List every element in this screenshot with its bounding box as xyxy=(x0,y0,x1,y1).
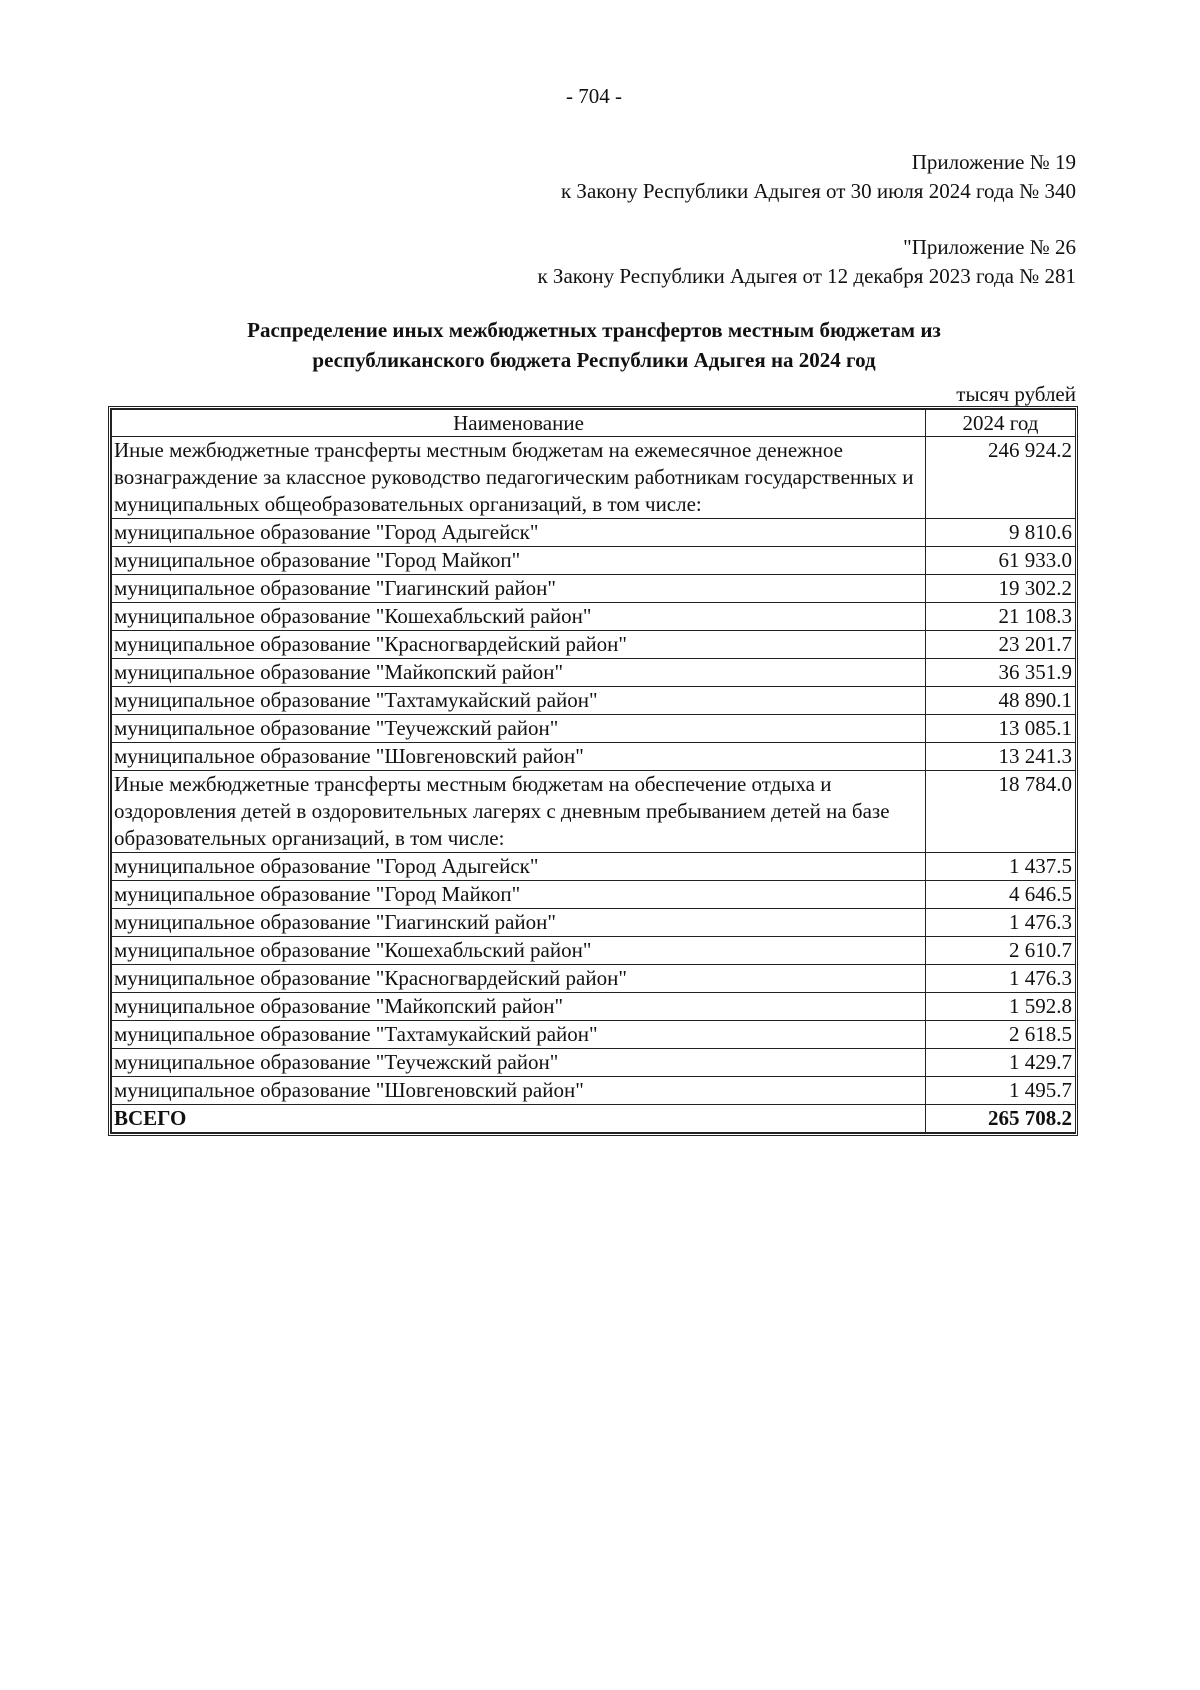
appendix-original-line2: к Закону Республики Адыгея от 12 декабря 2023 года № 281 xyxy=(537,264,1076,288)
row-name: муниципальное образование "Майкопский район" xyxy=(112,993,926,1021)
row-value: 1 476.3 xyxy=(926,965,1076,993)
row-name: муниципальное образование "Гиагинский район" xyxy=(112,909,926,937)
table-row xyxy=(112,687,1076,715)
page-number: - 704 - xyxy=(566,84,622,108)
row-name: муниципальное образование "Красногвардейский район" xyxy=(112,965,926,993)
row-name: муниципальное образование "Теучежский район" xyxy=(112,1049,926,1077)
document-title-line2: республиканского бюджета Республики Адыгея на 2024 год xyxy=(312,348,876,372)
row-name: муниципальное образование "Город Майкоп" xyxy=(112,881,926,909)
row-value: 19 302.2 xyxy=(926,575,1076,603)
table-row xyxy=(112,575,1076,603)
row-name: муниципальное образование "Тахтамукайский район" xyxy=(112,1021,926,1049)
table-row xyxy=(112,1077,1076,1105)
row-name: муниципальное образование "Шовгеновский район" xyxy=(112,743,926,771)
row-name: муниципальное образование "Город Майкоп" xyxy=(112,547,926,575)
table-row xyxy=(112,853,1076,881)
row-value: 246 924.2 xyxy=(926,437,1076,519)
table-row xyxy=(112,993,1076,1021)
row-name: муниципальное образование "Кошехабльский район" xyxy=(112,937,926,965)
row-value: 1 476.3 xyxy=(926,909,1076,937)
table-header-row xyxy=(112,410,1076,437)
row-name: муниципальное образование "Тахтамукайский район" xyxy=(112,687,926,715)
table-row xyxy=(112,881,1076,909)
document-title-line1: Распределение иных межбюджетных трансфертов местным бюджетам из xyxy=(247,318,941,342)
row-name: Иные межбюджетные трансферты местным бюджетам на обеспечение отдыха и оздоровления детей в оздоровительных лагерях с дневным пребыванием детей на базе образовательных организаций, в том числе: xyxy=(112,771,926,853)
row-value: 1 437.5 xyxy=(926,853,1076,881)
row-value: 1 495.7 xyxy=(926,1077,1076,1105)
row-value: 23 201.7 xyxy=(926,631,1076,659)
table-row xyxy=(112,1021,1076,1049)
row-value: 1 592.8 xyxy=(926,993,1076,1021)
appendix-current-line1: Приложение № 19 xyxy=(911,150,1076,174)
row-value: 2 618.5 xyxy=(926,1021,1076,1049)
table-row xyxy=(112,909,1076,937)
row-value: 1 429.7 xyxy=(926,1049,1076,1077)
table-row xyxy=(112,937,1076,965)
row-name: муниципальное образование "Кошехабльский район" xyxy=(112,603,926,631)
row-value: 9 810.6 xyxy=(926,519,1076,547)
transfers-table xyxy=(111,409,1076,1133)
total-value: 265 708.2 xyxy=(926,1105,1076,1133)
table-row xyxy=(112,715,1076,743)
total-label: ВСЕГО xyxy=(112,1105,926,1133)
table-row xyxy=(112,1049,1076,1077)
units-label: тысяч рублей xyxy=(956,382,1076,406)
table-row-group xyxy=(112,771,1076,853)
row-value: 36 351.9 xyxy=(926,659,1076,687)
row-value: 4 646.5 xyxy=(926,881,1076,909)
row-value: 2 610.7 xyxy=(926,937,1076,965)
row-name: муниципальное образование "Гиагинский район" xyxy=(112,575,926,603)
row-name: муниципальное образование "Шовгеновский район" xyxy=(112,1077,926,1105)
row-name: муниципальное образование "Теучежский район" xyxy=(112,715,926,743)
header-year: 2024 год xyxy=(926,410,1076,437)
document-title xyxy=(100,315,1088,375)
row-value: 21 108.3 xyxy=(926,603,1076,631)
table-row-group xyxy=(112,437,1076,519)
table-row xyxy=(112,547,1076,575)
row-name: муниципальное образование "Город Адыгейск" xyxy=(112,519,926,547)
table-row xyxy=(112,631,1076,659)
table-row xyxy=(112,743,1076,771)
row-value: 48 890.1 xyxy=(926,687,1076,715)
row-value: 13 241.3 xyxy=(926,743,1076,771)
table-row xyxy=(112,519,1076,547)
row-value: 61 933.0 xyxy=(926,547,1076,575)
table-body xyxy=(112,437,1076,1133)
appendix-current-line2: к Закону Республики Адыгея от 30 июля 2024 года № 340 xyxy=(560,179,1076,203)
row-name: муниципальное образование "Красногвардейский район" xyxy=(112,631,926,659)
row-value: 13 085.1 xyxy=(926,715,1076,743)
row-name: муниципальное образование "Город Адыгейск" xyxy=(112,853,926,881)
appendix-original-line1: "Приложение № 26 xyxy=(903,235,1076,259)
table-row-total xyxy=(112,1105,1076,1133)
transfers-table-frame xyxy=(108,406,1078,1136)
row-name: Иные межбюджетные трансферты местным бюджетам на ежемесячное денежное вознаграждение за классное руководство педагогическим работникам государственных и муниципальных общеобразовательных организаций, в том числе: xyxy=(112,437,926,519)
row-value: 18 784.0 xyxy=(926,771,1076,853)
appendix-current-reference xyxy=(561,148,1076,206)
table-row xyxy=(112,603,1076,631)
header-name: Наименование xyxy=(112,410,926,437)
table-row xyxy=(112,965,1076,993)
row-name: муниципальное образование "Майкопский район" xyxy=(112,659,926,687)
appendix-original-reference xyxy=(537,233,1076,291)
table-row xyxy=(112,659,1076,687)
